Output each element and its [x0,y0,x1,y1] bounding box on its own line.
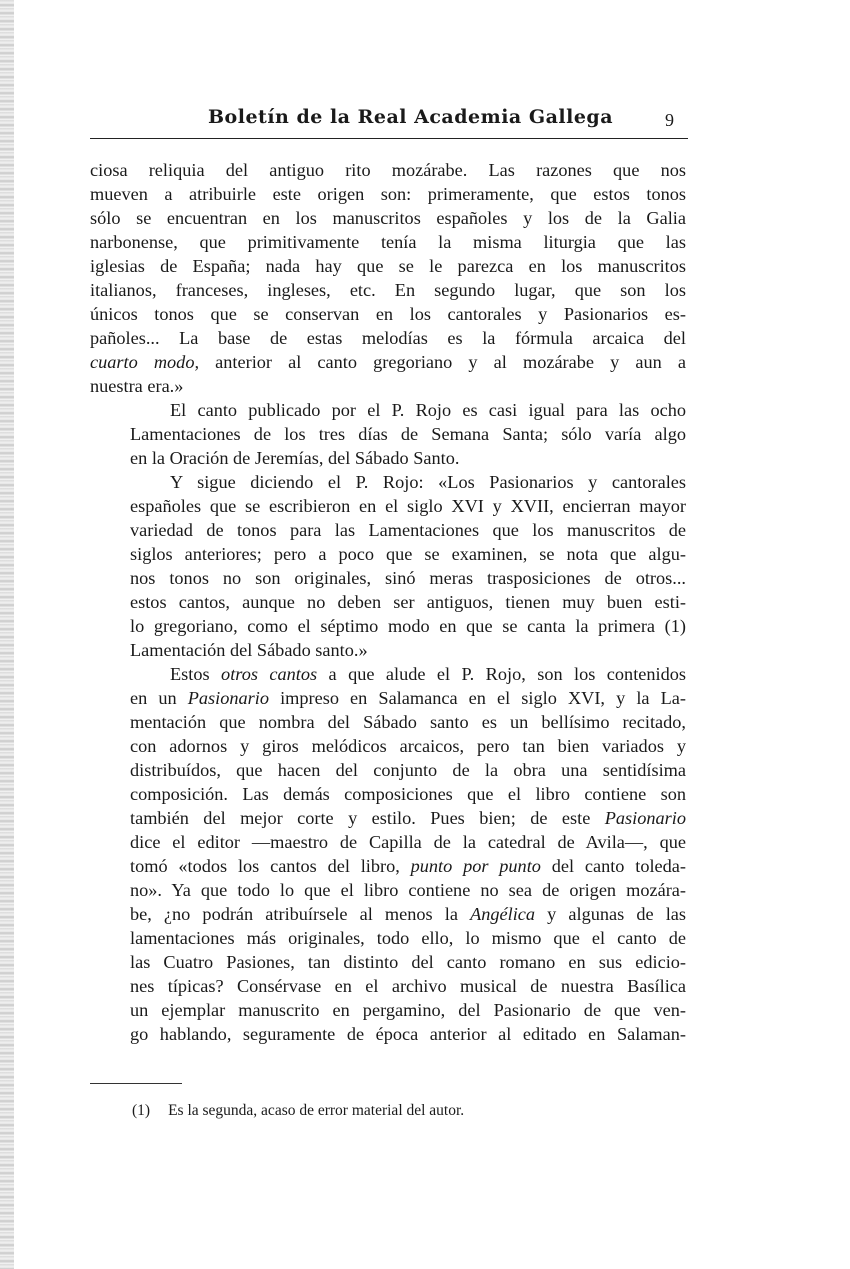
journal-title: Boletín de la Real Academia Gallega [208,106,614,128]
text-line: españoles que se escribieron en el siglo XVI y XVII, encierran mayor [130,496,686,516]
text-line: las Cuatro Pasiones, tan distinto del canto romano en sus edicio- [130,952,686,972]
footnote [132,1102,464,1120]
body-text [90,158,686,1046]
running-header [90,104,688,139]
text-run: a que alude el P. Rojo, son los contenidos [317,664,687,684]
text-line: nos tonos no son originales, sinó meras trasposiciones de otros... [130,568,686,588]
paragraph-1 [90,158,686,398]
text-line: italianos, franceses, ingleses, etc. En segundo lugar, que son los [90,280,686,300]
footnote-text: Es la segunda, acaso de error material del autor. [168,1102,465,1119]
italic-term: punto por punto [410,856,541,876]
text-line [90,902,686,926]
text-line: pañoles... La base de estas melodías es la fórmula arcaica del [90,328,686,348]
text-line: distribuídos, que hacen del conjunto de la obra una sentidísima [130,760,686,780]
text-run: tomó «todos los cantos del libro, [130,856,411,876]
text-line: mentación que nombra del Sábado santo es un bellísimo recitado, [130,712,686,732]
text-line: variedad de tonos para las Lamentaciones que los manuscritos de [130,520,686,540]
text-run: impreso en Salamanca en el siglo XVI, y la La- [268,688,686,708]
text-line: Y sigue diciendo el P. Rojo: «Los Pasionarios y cantorales [170,472,686,492]
text-run: y algunas de las [535,904,687,924]
text-line [90,350,686,374]
text-run: Estos [170,664,222,684]
text-line [90,854,686,878]
text-line: go hablando, seguramente de época anterior al editado en Salaman- [130,1024,686,1044]
text-line: ciosa reliquia del antiguo rito mozárabe. Las razones que nos [90,160,686,180]
italic-term: Pasionario [604,808,686,828]
text-run: del canto toleda- [540,856,687,876]
text-line: con adornos y giros melódicos arcaicos, pero tan bien variados y [130,736,686,756]
text-line: nes típicas? Consérvase en el archivo musical de nuestra Basílica [130,976,686,996]
italic-term: Angélica [470,904,536,924]
text-line: no». Ya que todo lo que el libro contiene no sea de origen mozára- [130,880,686,900]
italic-term: otros cantos [221,664,318,684]
text-line: Lamentación del Sábado santo.» [130,640,368,660]
text-line [90,806,686,830]
text-run: en un [130,688,188,708]
text-line: dice el editor —maestro de Capilla de la catedral de Avila—, que [130,832,686,852]
text-line [90,686,686,710]
paragraph-3 [90,470,686,662]
text-line: lamentaciones más originales, todo ello, lo mismo que el canto de [130,928,686,948]
text-line: mueven a atribuirle este origen son: primeramente, que estos tonos [90,184,686,204]
text-line: un ejemplar manuscrito en pergamino, del Pasionario de que ven- [130,1000,686,1020]
paragraph-4 [90,662,686,1046]
text-line: siglos anteriores; pero a poco que se examinen, se nota que algu- [130,544,686,564]
text-run: be, ¿no podrán atribuírsele al menos la [130,904,471,924]
text-line: narbonense, que primitivamente tenía la misma liturgia que las [90,232,686,252]
text-run: también del mejor corte y estilo. Pues bien; de este [130,808,605,828]
text-line: nuestra era.» [90,376,184,396]
text-line: El canto publicado por el P. Rojo es casi igual para las ocho [170,400,686,420]
italic-term: Pasionario [187,688,269,708]
text-line: lo gregoriano, como el séptimo modo en que se canta la primera (1) [130,616,686,636]
text-line [90,662,686,686]
text-line: únicos tonos que se conservan en los cantorales y Pasionarios es- [90,304,686,324]
page-number: 9 [665,110,674,130]
text-line: Lamentaciones de los tres días de Semana Santa; sólo varía algo [130,424,686,444]
footnote-divider [90,1083,182,1084]
text-line: composición. Las demás composiciones que el libro contiene son [130,784,686,804]
page-binding-edge [0,0,14,1269]
paragraph-2 [90,398,686,470]
text-run: anterior al canto gregoriano y al mozárabe y aun a [199,352,687,372]
text-line: iglesias de España; nada hay que se le parezca en los manuscritos [90,256,686,276]
footnote-mark: (1) [132,1102,151,1119]
text-line: sólo se encuentran en los manuscritos españoles y los de la Galia [90,208,686,228]
text-line: en la Oración de Jeremías, del Sábado Santo. [130,448,460,468]
italic-term: cuarto modo, [90,352,200,372]
text-line: estos cantos, aunque no deben ser antiguos, tienen muy buen esti- [130,592,686,612]
